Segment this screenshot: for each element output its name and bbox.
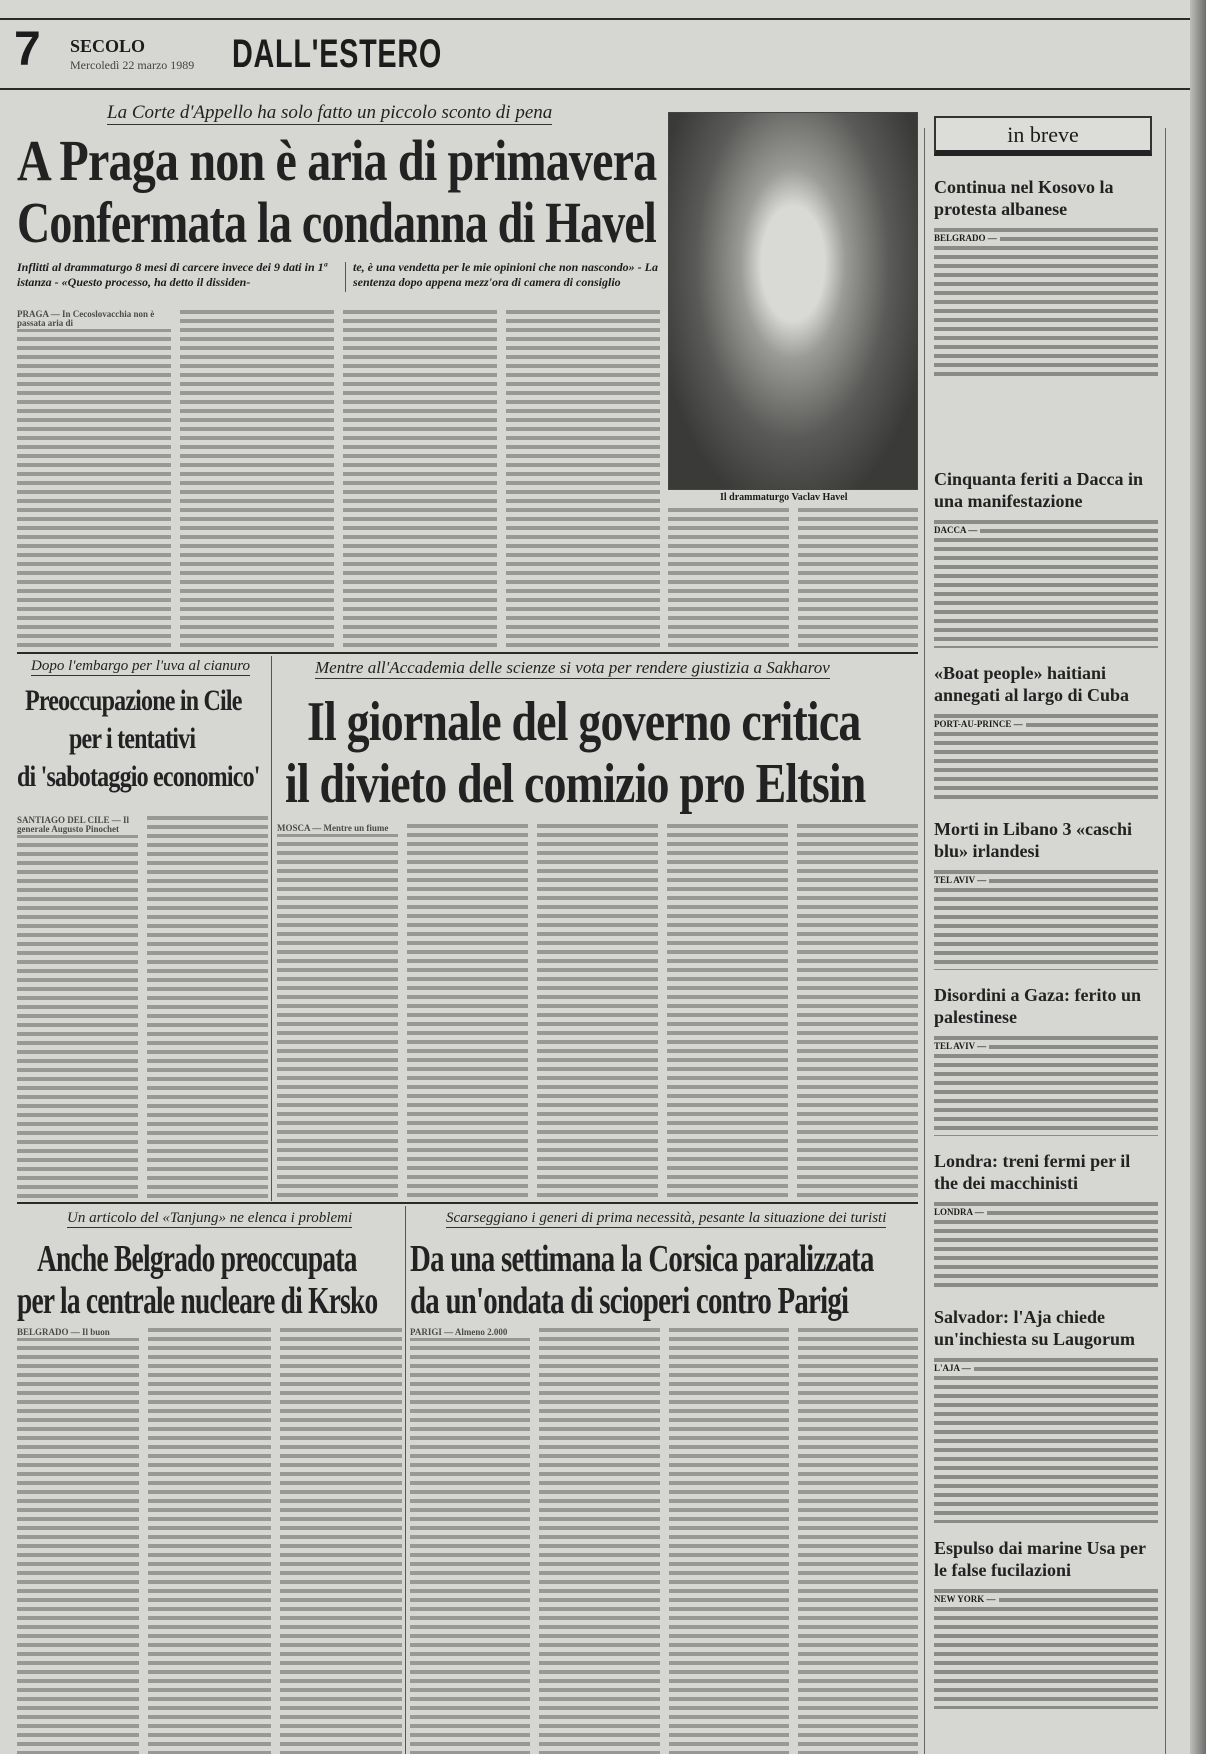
havel-deck-left: Inflitti al drammaturgo 8 mesi di carcere invece dei 9 dati in 1ª istanza - «Questo processo, ha detto il dissiden- [17,260,337,290]
text-column [798,508,919,650]
belgrado-dateline: BELGRADO — Il buon [17,1328,139,1338]
brief-item [934,984,1158,1136]
sidebar-border-left [924,128,925,1754]
column-divider [271,656,272,1201]
eltsin-dateline: MOSCA — Mentre un fiume [277,824,398,834]
brief-item [934,1306,1158,1523]
cile-body [17,816,268,1198]
belgrado-kicker: Un articolo del «Tanjung» ne elenca i problemi [67,1210,353,1226]
in-breve-title: in breve [1007,122,1079,147]
text-column [668,508,789,650]
text-column [280,1328,402,1754]
issue-date: Mercoledì 22 marzo 1989 [70,58,195,72]
cile-dateline: SANTIAGO DEL CILE — Il generale Augusto Pinochet [17,816,138,835]
cile-headline-2: per i tentativi [69,722,196,755]
brief-item [934,662,1158,804]
eltsin-headline-1: Il giornale del governo critica [307,691,861,753]
havel-dateline: PRAGA — In Cecoslovacchia non è passata aria di [17,310,171,329]
text-column [539,1328,659,1754]
brief-headline: Londra: treni fermi per il the dei macchinisti [934,1151,1131,1193]
havel-deck-right: te, è una vendetta per le mie opinioni che non nascondo» - La sentenza dopo appena mezz'ora di camera di consiglio [353,260,658,289]
text-column [667,824,788,1198]
brief-dateline: TEL AVIV — [934,876,989,885]
brief-headline: Cinquanta feriti a Dacca in una manifestazione [934,469,1143,511]
brief-text [934,1358,1158,1523]
text-column [669,1328,789,1754]
brief-item [934,1537,1158,1709]
brief-text [934,228,1158,378]
brief-headline: Espulso dai marine Usa per le false fucilazioni [934,1538,1146,1580]
brief-dateline: TEL AVIV — [934,1042,989,1051]
text-column [277,824,398,1198]
page-number: 7 [14,23,41,76]
havel-photo [668,112,918,490]
corsica-article [410,1206,918,1754]
text-column [147,816,268,1198]
corsica-headline-2: da un'ondata di scioperi contro Parigi [410,1280,849,1322]
eltsin-body [277,824,918,1198]
text-column [537,824,658,1198]
brief-item [934,1150,1158,1292]
belgrado-body [17,1328,402,1754]
brief-text [934,520,1158,648]
cile-kicker: Dopo l'embargo per l'uva al cianuro [31,658,251,674]
eltsin-headline-2: il divieto del comizio pro Eltsin [285,753,866,815]
brief-text [934,1202,1158,1292]
section-title: DALL'ESTERO [232,32,442,76]
brief-dateline: NEW YORK — [934,1595,999,1604]
corsica-dateline: PARIGI — Almeno 2.000 [410,1328,530,1338]
brief-dateline: LONDRA — [934,1208,987,1217]
text-column [797,824,918,1198]
havel-article [17,96,660,651]
corsica-body [410,1328,918,1754]
text-column [17,1328,139,1754]
belgrado-article [17,1206,402,1754]
brief-text [934,1589,1158,1709]
column-divider [405,1206,406,1754]
text-column [506,310,660,648]
text-column [798,1328,918,1754]
page-edge-shadow [1190,0,1206,1754]
brief-text [934,1036,1158,1136]
brief-dateline: DACCA — [934,526,980,535]
header-rule [0,88,1206,90]
havel-body [17,310,660,648]
cile-headline-3: di 'sabotaggio economico' [17,760,260,793]
top-rule [0,18,1206,20]
text-column [407,824,528,1198]
deck-divider [345,262,346,292]
brief-headline: Salvador: l'Aja chiede un'inchiesta su Laugorum [934,1307,1136,1349]
paper-name: SECOLO [70,36,146,56]
brief-headline: Morti in Libano 3 «caschi blu» irlandesi [934,819,1133,861]
row-rule-1 [17,652,918,654]
text-column [410,1328,530,1754]
brief-text [934,714,1158,804]
sidebar-border-right [1165,128,1166,1754]
havel-headline-2: Confermata la condanna di Havel [17,190,656,255]
brief-dateline: L'AJA — [934,1364,974,1373]
brief-text [934,870,1158,970]
eltsin-article [277,656,918,1201]
brief-dateline: PORT-AU-PRINCE — [934,720,1026,729]
havel-headline-1: A Praga non è aria di primavera [17,128,657,193]
brief-dateline: BELGRADO — [934,234,1000,243]
in-breve-list [934,176,1158,1723]
brief-item [934,176,1158,378]
cile-article [17,656,268,1201]
cile-headline-1: Preoccupazione in Cile [25,684,242,717]
row-rule-2 [17,1202,918,1204]
corsica-kicker: Scarseggiano i generi di prima necessità, pesante la situazione dei turisti [446,1210,887,1226]
eltsin-kicker: Mentre all'Accademia delle scienze si vota per rendere giustizia a Sakharov [315,658,830,677]
brief-item [934,468,1158,648]
brief-headline: Continua nel Kosovo la protesta albanese [934,177,1114,219]
text-column [343,310,497,648]
havel-body-continued [668,508,918,650]
corsica-headline-1: Da una settimana la Corsica paralizzata [410,1238,874,1280]
in-breve-box [934,116,1152,156]
havel-kicker: La Corte d'Appello ha solo fatto un piccolo sconto di pena [107,102,553,123]
belgrado-headline-1: Anche Belgrado preoccupata [37,1238,357,1280]
text-column [17,816,138,1198]
brief-headline: Disordini a Gaza: ferito un palestinese [934,985,1141,1027]
text-column [148,1328,270,1754]
brief-item [934,818,1158,970]
text-column [17,310,171,648]
belgrado-headline-2: per la centrale nucleare di Krsko [17,1280,378,1322]
text-column [180,310,334,648]
brief-headline: «Boat people» haitiani annegati al largo di Cuba [934,663,1130,705]
photo-caption: Il drammaturgo Vaclav Havel [720,492,848,503]
